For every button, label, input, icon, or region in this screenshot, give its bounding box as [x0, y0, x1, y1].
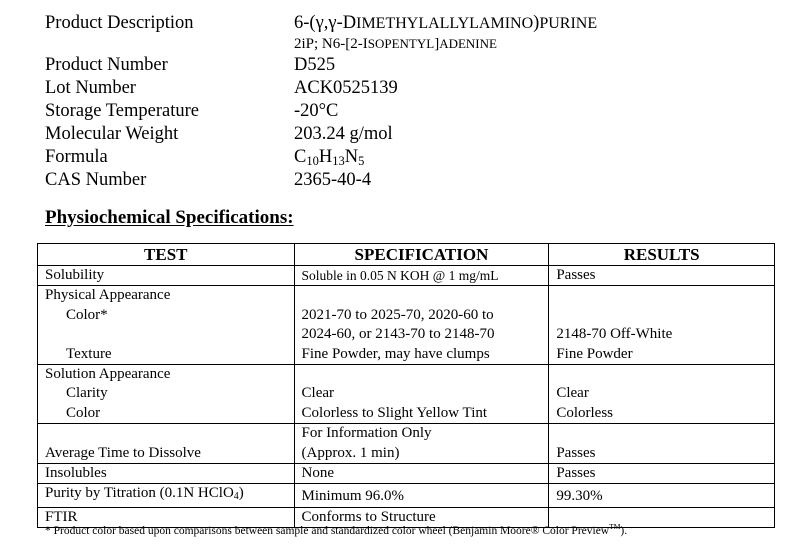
appearance-result: [549, 286, 775, 365]
solution-label: Solution Appearance: [45, 366, 171, 383]
solution-test: [38, 365, 295, 424]
solution-result: [549, 365, 775, 424]
solubility-test: Solubility: [38, 266, 295, 286]
table-row: [38, 484, 775, 507]
dissolve-result: Passes: [549, 424, 775, 464]
molecular-weight-row: [45, 123, 765, 146]
description-row: [45, 12, 765, 34]
lot-number-label: Lot Number: [45, 78, 136, 98]
solution-color-spec: Colorless to Slight Yellow Tint: [301, 404, 488, 421]
clarity-result: Clear: [556, 385, 589, 402]
table-row: [38, 266, 775, 286]
table-row: [38, 464, 775, 484]
product-info: [45, 12, 765, 192]
insolubles-result: Passes: [549, 464, 775, 484]
product-number-row: [45, 54, 765, 77]
specifications-table: [37, 243, 775, 528]
molecular-weight-value: 203.24 g/mol: [294, 124, 393, 144]
storage-label: Storage Temperature: [45, 101, 200, 121]
solution-clarity-label: Clarity: [66, 385, 108, 402]
dissolve-test: Average Time to Dissolve: [38, 424, 295, 464]
ftir-spec: Conforms to Structure: [294, 507, 549, 527]
color-spec-line2: 2024-60, or 2143-70 to 2148-70: [301, 326, 495, 343]
product-number-label: Product Number: [45, 55, 168, 75]
texture-spec: Fine Powder, may have clumps: [301, 345, 490, 362]
header-specification: SPECIFICATION: [294, 244, 549, 266]
appearance-texture-label: Texture: [66, 345, 112, 362]
description-label: Product Description: [45, 13, 194, 33]
solution-color-result: Colorless: [556, 404, 614, 421]
description-row-2: [45, 34, 765, 54]
cas-label: CAS Number: [45, 170, 147, 190]
ftir-test: FTIR: [38, 507, 295, 527]
dissolve-spec: [294, 424, 549, 464]
appearance-spec: [294, 286, 549, 365]
lot-number-value: ACK0525139: [294, 78, 398, 98]
formula-value: $C_{10}H_{13}N_5$: [294, 147, 365, 168]
appearance-color-label: Color*: [66, 306, 108, 323]
dissolve-spec-line2: (Approx. 1 min): [301, 444, 400, 461]
storage-value: -20°C: [294, 101, 339, 121]
table-row: [38, 365, 775, 424]
color-spec-line1: 2021-70 to 2025-70, 2020-60 to: [301, 306, 494, 323]
solubility-spec: Soluble in 0.05 N KOH @ 1 mg/mL: [294, 266, 549, 286]
product-number-value: D525: [294, 55, 336, 75]
appearance-test: [38, 286, 295, 365]
footnote: * Product color based upon comparisons between sample and standardized color wheel (Benjamin Moore® Color Preview™).: [45, 522, 628, 537]
formula-row: [45, 146, 765, 169]
molecular-weight-label: Molecular Weight: [45, 124, 179, 144]
table-header-row: [38, 244, 775, 266]
table-row: [38, 286, 775, 365]
color-result: 2148-70 Off-White: [556, 326, 673, 343]
purity-result: 99.30%: [549, 484, 775, 507]
appearance-label: Physical Appearance: [45, 287, 171, 304]
purity-spec: Minimum 96.0%: [294, 484, 549, 507]
storage-row: [45, 100, 765, 123]
description-value-line1: 6-(γ,γ-DIMETHYLALLYLAMINO)PURINE: [294, 13, 598, 33]
texture-result: Fine Powder: [556, 345, 633, 362]
dissolve-spec-line1: For Information Only: [301, 425, 432, 442]
header-results: RESULTS: [549, 244, 775, 266]
insolubles-spec: None: [294, 464, 549, 484]
cas-value: 2365-40-4: [294, 170, 372, 190]
lot-number-row: [45, 77, 765, 100]
solution-color-label: Color: [66, 404, 101, 421]
description-value-line2: 2iP; N6-[2-ISOPENTYL]ADENINE: [294, 36, 497, 52]
formula-label: Formula: [45, 147, 108, 167]
header-test: TEST: [38, 244, 295, 266]
section-heading: Physiochemical Specifications:: [45, 207, 294, 228]
insolubles-test: Insolubles: [38, 464, 295, 484]
solubility-result: Passes: [549, 266, 775, 286]
solution-spec: [294, 365, 549, 424]
table-row: [38, 424, 775, 464]
cas-row: [45, 169, 765, 192]
clarity-spec: Clear: [301, 385, 335, 402]
purity-test: Purity by Titration (0.1N HClO$_4$): [38, 484, 295, 507]
